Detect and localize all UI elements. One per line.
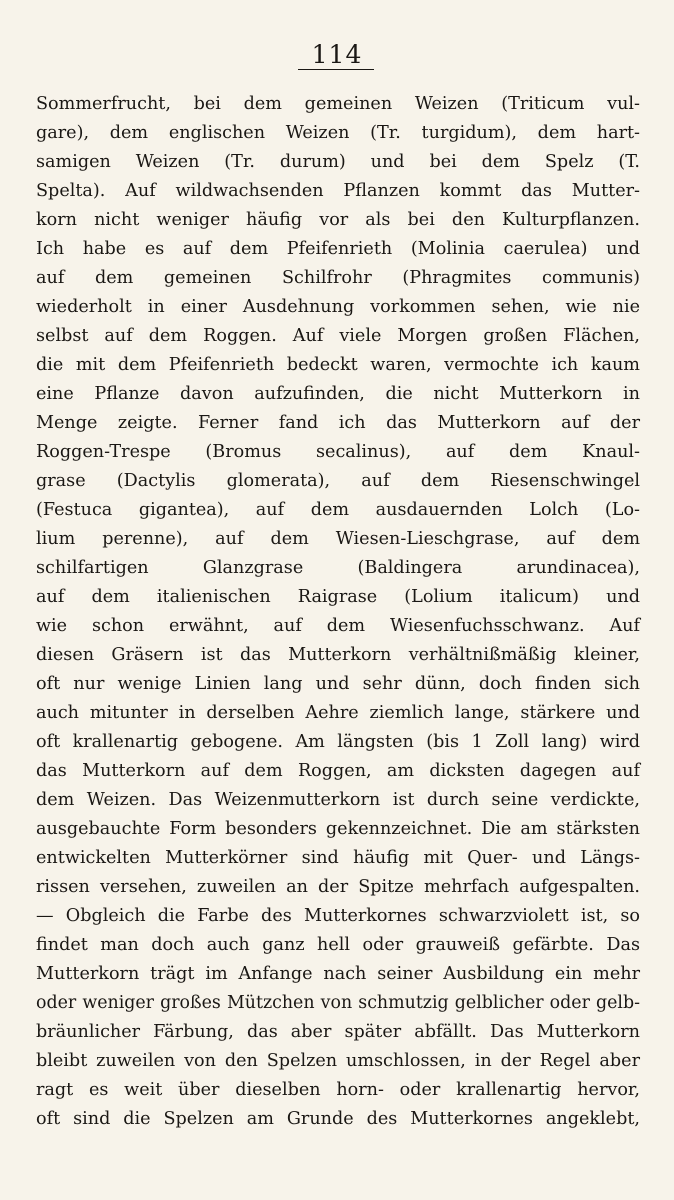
text-line: auch mitunter in derselben Aehre ziemlich lange, stärkere und — [36, 703, 640, 723]
text-line: auf dem italienischen Raigrase (Lolium italicum) und — [36, 587, 640, 607]
text-line: Ich habe es auf dem Pfeifenrieth (Molinia caerulea) und — [36, 239, 640, 259]
text-line: rissen versehen, zuweilen an der Spitze mehrfach aufgespalten. — [36, 877, 640, 897]
text-line: — Obgleich die Farbe des Mutterkornes schwarzviolett ist, so — [36, 906, 640, 926]
text-line: Menge zeigte. Ferner fand ich das Mutterkorn auf der — [36, 413, 640, 433]
text-line: auf dem gemeinen Schilfrohr (Phragmites communis) — [36, 268, 640, 288]
text-line: dem Weizen. Das Weizenmutterkorn ist durch seine verdickte, — [36, 790, 640, 810]
text-line: Roggen-Trespe (Bromus secalinus), auf dem Knaul- — [36, 442, 640, 462]
text-line: wie schon erwähnt, auf dem Wiesenfuchsschwanz. Auf — [36, 616, 640, 636]
text-line: samigen Weizen (Tr. durum) und bei dem Spelz (T. — [36, 152, 640, 172]
text-line: selbst auf dem Roggen. Auf viele Morgen großen Flächen, — [36, 326, 640, 346]
text-line: oft sind die Spelzen am Grunde des Mutterkornes angeklebt, — [36, 1109, 640, 1129]
text-line: Mutterkorn trägt im Anfange nach seiner Ausbildung ein mehr — [36, 964, 640, 984]
text-line: Spelta). Auf wildwachsenden Pflanzen kommt das Mutter- — [36, 181, 640, 201]
text-line: (Festuca gigantea), auf dem ausdauernden Lolch (Lo- — [36, 500, 640, 520]
text-line: ausgebauchte Form besonders gekennzeichnet. Die am stärksten — [36, 819, 640, 839]
page-number-rule — [298, 69, 374, 70]
text-line: schilfartigen Glanzgrase (Baldingera arundinacea), — [36, 558, 640, 578]
text-line: die mit dem Pfeifenrieth bedeckt waren, vermochte ich kaum — [36, 355, 640, 375]
text-line: findet man doch auch ganz hell oder grauweiß gefärbte. Das — [36, 935, 640, 955]
text-line: korn nicht weniger häufig vor als bei den Kulturpflanzen. — [36, 210, 640, 230]
text-line: eine Pflanze davon aufzufinden, die nicht Mutterkorn in — [36, 384, 640, 404]
text-line: Sommerfrucht, bei dem gemeinen Weizen (Triticum vul- — [36, 94, 640, 114]
text-line: bräunlicher Färbung, das aber später abfällt. Das Mutterkorn — [36, 1022, 640, 1042]
page-number: 114 — [311, 40, 363, 69]
text-line: oft krallenartig gebogene. Am längsten (bis 1 Zoll lang) wird — [36, 732, 640, 752]
text-line: oft nur wenige Linien lang und sehr dünn, doch finden sich — [36, 674, 640, 694]
text-line: gare), dem englischen Weizen (Tr. turgidum), dem hart- — [36, 123, 640, 143]
text-line: lium perenne), auf dem Wiesen-Lieschgrase, auf dem — [36, 529, 640, 549]
text-line: grase (Dactylis glomerata), auf dem Riesenschwingel — [36, 471, 640, 491]
text-line: oder weniger großes Mützchen von schmutzig gelblicher oder gelb- — [36, 993, 640, 1013]
text-line: diesen Gräsern ist das Mutterkorn verhältnißmäßig kleiner, — [36, 645, 640, 665]
text-line: ragt es weit über dieselben horn- oder krallenartig hervor, — [36, 1080, 640, 1100]
text-line: entwickelten Mutterkörner sind häufig mit Quer- und Längs- — [36, 848, 640, 868]
text-line: das Mutterkorn auf dem Roggen, am dicksten dagegen auf — [36, 761, 640, 781]
text-line: bleibt zuweilen von den Spelzen umschlossen, in der Regel aber — [36, 1051, 640, 1071]
text-line: wiederholt in einer Ausdehnung vorkommen sehen, wie nie — [36, 297, 640, 317]
